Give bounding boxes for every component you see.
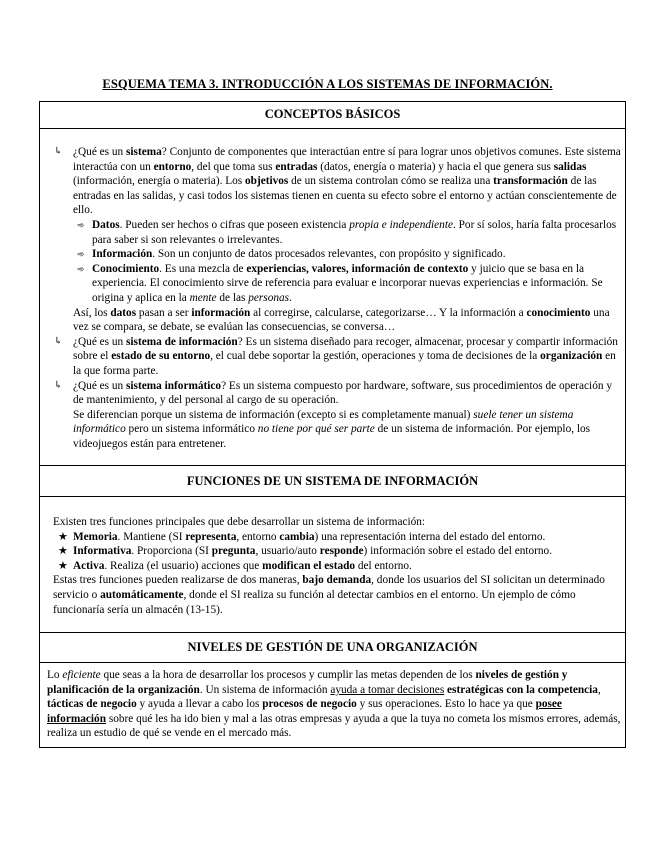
asi-paragraph: Así, los datos pasan a ser información al corregirse, calcularse, categorizarse… Y la información a conocimiento una vez se compara, se debate, se evalúan las consecuencias, se conversa… [73, 306, 610, 334]
star-icon: ★ [58, 530, 68, 543]
informacion-item: ➾ Información. Son un conjunto de datos procesados relevantes, con propósito y significado. [77, 248, 506, 261]
activa-item: ★ Activa. Realiza (el usuario) acciones que modifican el estado del entorno. [58, 559, 412, 572]
sistema-informacion-item: ↳ ¿Qué es un sistema de información? Es un sistema diseñado para recoger, almacenar, procesar y compartir información sobre el estado de su entorno, el cual debe soportar la gestión, operaciones y toma de decisiones de la organización en la que forma parte. [54, 335, 618, 377]
double-arrow-bullet-icon: ➾ [77, 219, 85, 230]
arrow-bullet-icon: ↳ [54, 379, 63, 391]
double-arrow-bullet-icon: ➾ [77, 263, 85, 274]
arrow-bullet-icon: ↳ [54, 335, 63, 347]
sistema-item: ↳ ¿Qué es un sistema? Conjunto de componentes que interactúan entre sí para lograr unos objetivos comunes. Este sistema interactúa con un entorno, del que toma sus entradas (datos, energía o materia) y hacia el que genera sus salidas (información, energía o materia). Los objetivos de un sistema controlan cómo se realiza una transformación de las entradas en las salidas, y casi todos los sistemas tienen en cuenta su efecto sobre el entorno y actúan conscientemente de ello. [54, 146, 621, 217]
conocimiento-item: ➾ Conocimiento. Es una mezcla de experiencias, valores, información de contexto y juicio que se basa en la experiencia. El conocimiento sirve de referencia para evaluar e incorporar nuevas experiencias e información. Se origina y aplica en la mente de las personas. [77, 262, 603, 304]
star-icon: ★ [58, 545, 68, 558]
funciones-heading: FUNCIONES DE UN SISTEMA DE INFORMACIÓN [186, 474, 479, 488]
funciones-section [53, 515, 622, 617]
arrow-bullet-icon: ↳ [54, 146, 63, 157]
memoria-item: ★ Memoria. Mantiene (SI representa, entorno cambia) una representación interna del estado del entorno. [58, 530, 546, 543]
double-arrow-bullet-icon: ➾ [77, 249, 85, 260]
funciones-intro: Existen tres funciones principales que debe desarrollar un sistema de información: [53, 516, 426, 528]
divider [40, 465, 625, 466]
page-title: ESQUEMA TEMA 3. INTRODUCCIÓN A LOS SISTEMAS DE INFORMACIÓN. [102, 77, 553, 91]
informativa-item: ★ Informativa. Proporciona (SI pregunta, usuario/auto responde) información sobre el estado del entorno. [58, 545, 553, 558]
divider [40, 632, 625, 633]
formas-paragraph: Estas tres funciones pueden realizarse de dos maneras, bajo demanda, donde los usuarios del SI solicitan un determinado servicio o automáticamente, donde el SI realiza su función al detectar cambios en el entorno. Un ejemplo de cómo funcionaría sería un almacén (13-15). [53, 574, 605, 616]
divider [40, 128, 625, 129]
niveles-paragraph: Lo eficiente que seas a la hora de desarrollar los procesos y cumplir las metas dependen de los niveles de gestión y planificación de la organización. Un sistema de información ayuda a tomar decisiones estratégicas con la competencia, tácticas de negocio y ayuda a llevar a cabo los procesos de negocio y sus operaciones. Esto lo hace ya que posee información sobre qué les ha ido bien y mal a las otras empresas y ayuda a que la tuya no cometa los mismos errores, además, realiza un estudio de qué se vende en el mercado más. [47, 669, 621, 740]
conceptos-section [44, 145, 622, 451]
sistema-informatico-item: ↳ ¿Qué es un sistema informático? Es un sistema compuesto por hardware, software, sus procedimientos de operación y de mantenimiento, y del personal al cargo de su operación. [54, 379, 612, 407]
outline-table [39, 101, 626, 748]
divider [40, 662, 625, 663]
divider [40, 496, 625, 497]
niveles-heading: NIVELES DE GESTIÓN DE UNA ORGANIZACIÓN [187, 640, 478, 654]
star-icon: ★ [58, 559, 68, 572]
niveles-section [47, 668, 622, 741]
datos-item: ➾ Datos. Pueden ser hechos o cifras que poseen existencia propia e independiente. Por sí solos, haría falta procesarlos para saber si son relevantes o irrelevantes. [77, 218, 617, 246]
diferencia-paragraph: Se diferencian porque un sistema de información (excepto si es completamente manual) suele tener un sistema informático pero un sistema informático no tiene por qué ser parte de un sistema de información. Por ejemplo, los videojuegos están para entretener. [73, 408, 591, 450]
conceptos-heading: CONCEPTOS BÁSICOS [264, 107, 401, 121]
